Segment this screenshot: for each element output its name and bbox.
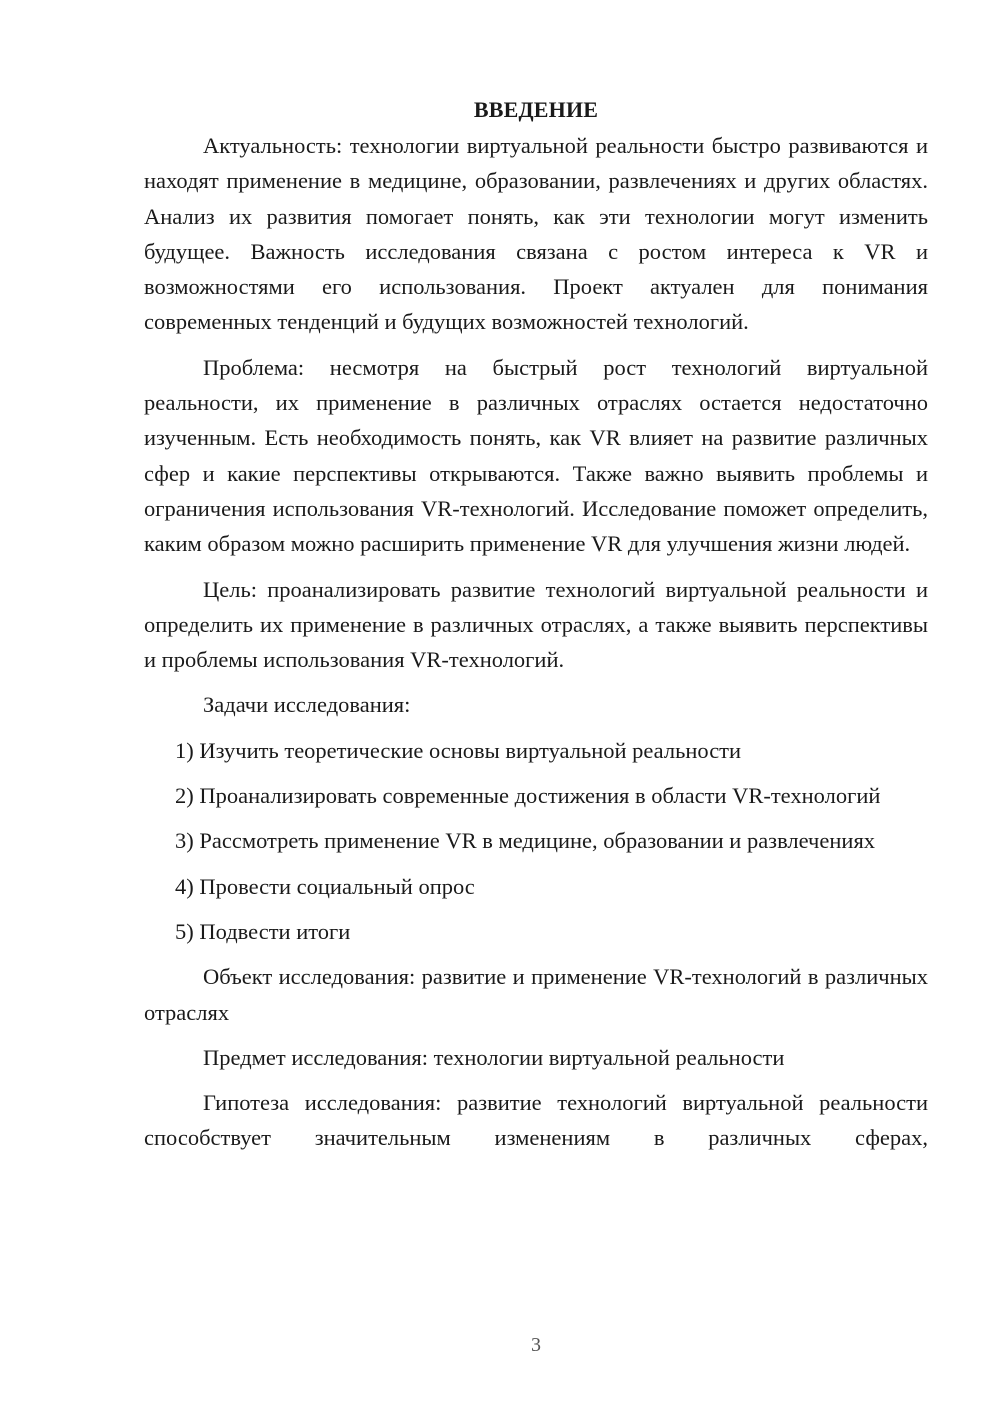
object-paragraph: Объект исследования: развитие и применение VR-технологий в различных отраслях [144, 964, 928, 1025]
page-number: 3 [531, 1334, 541, 1356]
task-item: 3) Рассмотреть применение VR в медицине, образовании и развлечениях [175, 828, 876, 854]
task-item: 5) Подвести итоги [175, 918, 351, 944]
hypothesis-paragraph: Гипотеза исследования: развитие технологий виртуальной реальности способствует значительным изменениям в различных сферах, [144, 1090, 928, 1151]
section-title: ВВЕДЕНИЕ [473, 97, 599, 122]
task-item: 2) Проанализировать современные достижения в области VR-технологий [175, 783, 881, 809]
tasks-heading: Задачи исследования: [203, 692, 411, 718]
task-item: 4) Провести социальный опрос [175, 873, 475, 899]
document-page [144, 92, 928, 1166]
tasks-list [144, 733, 928, 949]
task-item: 1) Изучить теоретические основы виртуальной реальности [175, 737, 742, 763]
relevance-paragraph: Актуальность: технологии виртуальной реальности быстро развиваются и находят применение в медицине, образовании, развлечениях и других областях. Анализ их развития помогает понять, как эти технологии могут изменить будущее. Важность исследования связана с ростом интереса к VR и возможностями его использования. Проект актуален для понимания современных тенденций и будущих возможностей технологий. [144, 133, 928, 335]
subject-paragraph: Предмет исследования: технологии виртуальной реальности [203, 1044, 785, 1070]
goal-paragraph: Цель: проанализировать развитие технологий виртуальной реальности и определить их применение в различных отраслях, а также выявить перспективы и проблемы использования VR-технологий. [144, 576, 928, 673]
problem-paragraph: Проблема: несмотря на быстрый рост технологий виртуальной реальности, их применение в различных отраслях остается недостаточно изученным. Есть необходимость понять, как VR влияет на развитие различных сфер и какие перспективы открываются. Также важно выявить проблемы и ограничения использования VR-технологий. Исследование поможет определить, каким образом можно расширить применение VR для улучшения жизни людей. [144, 354, 928, 557]
